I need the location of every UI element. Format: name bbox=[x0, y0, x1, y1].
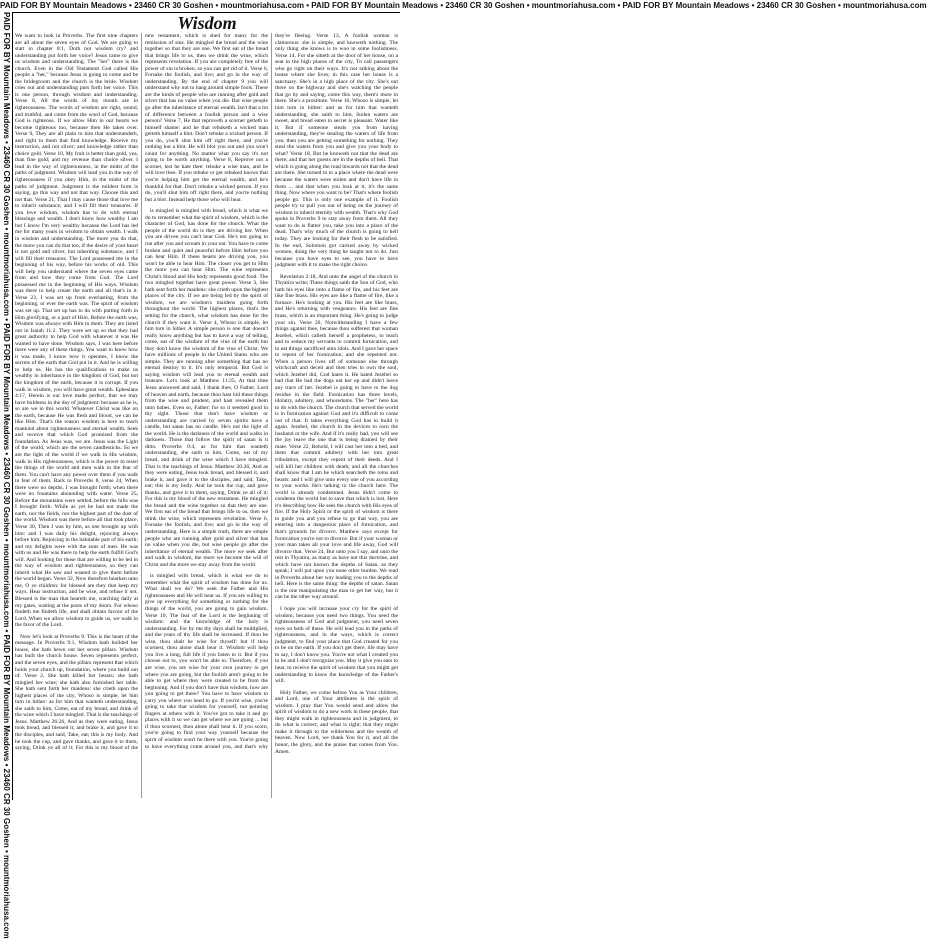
sponsor-border-top: PAID FOR BY Mountain Meadows • 23460 CR 30 Goshen • mountmoriahusa.com • PAID FOR BY Mountain Meadows • 23460 CR 30 Goshen • mountmoriahusa.com • PAID FOR BY Mountain Meadows • 23460 CR 30 Goshen • mountmoriahusa.com bbox=[0, 1, 927, 10]
left-rule bbox=[12, 12, 13, 800]
paragraph: We want to look in Proverbs. The first nine chapters are all about the seven eyes of God. We are going to start in chapter 8:1, Doth not wisdom cry? and understanding put forth her voice? Jesus came to give us wisdom and understanding. The "her" there is the church. Even in the Old Testament God called His people a "her," because Jesus is going to come and be the bridegroom and the church is the bride. Wisdom cries out and understanding puts forth her voice. This is one person, through wisdom and understanding. Verse 8, All the words of my mouth are in righteousness. The words of wisdom are right, sound, and truthful, and come from the word of God, because God is righteous. If we allow Him in our hearts we become righteous too, because then He takes over. Verse 9, They are all plain to him that understandeth, and right to them that find knowledge. Receive my instruction, and not silver; and knowledge rather than choice gold. Verse 10, My fruit is better than gold, yea, than fine gold; and my revenue than choice silver. I lead in the way of righteousness, in the midst of the paths of judgment. Wisdom will lead you in the way of righteousness if you obey Him, in the midst of the paths of judgment. Judgment is the mildest form is saying, go this way and not that way. Choose this and not that. Verse 21, That I may cause those that love me to inherit substance; and I will fill their treasures. If you love wisdom, wisdom has to do with eternal blessings and wealth. I don't know how wealthy I am but I know I'm very wealthy because the Lord has led me for many years in wisdom to obtain wealth. I walk in wisdom and understanding. The more you do that, the more you can do that too, if the desire of your heart is not gold and silver, but inheriting substance, and I will fill their treasures. The Lord possessed me in the beginning of his way, before his works of old. This will help you understand where the seven eyes came from and how they come from God. The Lord possessed me in the beginning of His ways. Wisdom was there to help create the earth and all that's in it. Verse 23, I was set up from everlasting, from the beginning, or ever the earth was. The spirit of wisdom was set up. That set up has to do with putting forth in Him glorifying, or a part of Him. Before the earth was, Wisdom was always with Him in them. They are listed out in Isaiah 11:2. They were set up so that they had great authority to help God with whatever it was He wanted to have done. Wisdom says, I was here before there were any of these things. You want to know how it was made, I know how it operates, I know the secrets of the earth that God put in it. And he is willing to help us. He has the qualifications to make us wealthy in inheritance in the kingdom of God, but not the kingdom of the earth, because it is corrupt. If you walk in wisdom, you will have great wealth. Ephesians 4:17, Herein is our love made perfect, that we may have boldness in the day of judgment: because as he is, so are we in this world. Whatever Christ was like on the earth, because He was flesh and blood, we can be like Him. That's the reason wisdom is here to teach mankind about righteousness and eternal wealth. Seek and receive that which God promised from the foundation. As Jesus was, we are. Jesus was the Light of the world, which are the seven candlesticks. So we are the light of the world if we walk in His wisdom, walk in His righteousness, which is the power to resist the things of the world and men walk in the fear of them. You can't have any power over them if you walk in fear of them. Back to Proverbs 8, verse 24, When there were no depths, I was brought forth; when there were no fountains abounding with water. Verse 25, Before the mountains were settled, before the hills was I brought forth: While as yet he had not made the earth, nor the fields, nor the highest part of the dust of the world. Wisdom was there before all that took place. Verse 30, Then I was by him, as one brought up with him: and I was daily his delight, rejoicing always before him; Rejoicing in the habitable part of his earth; and my delights were with the sons of men. He was with us and He was there to help the earth fulfill God's will. And looking for those that are willing to be led in the way of wisdom and righteousness, so they can inherit what He saw and wanted to give them before the world began. Verse 32, Now therefore hearken unto me, O ye children: for blessed are they that keep my ways. Hear instruction, and be wise, and refuse it not. Blessed is the man that heareth me, watching daily at my gates, waiting at the posts of my doors. For whoso findeth me findeth life, and shall obtain favour of the Lord. When we allow wisdom to guide us, we walk in the favor of the Lord. bbox=[15, 33, 138, 629]
paragraph: Now let's look at Proverbs 9. This is the heart of the message. In Proverbs 9:1, Wisdom hath builded her house, she hath hewn out her seven pillars. Wisdom has built the church house. Seven represents perfect, and the seven eyes, and the pillars represent that which holds your church up, foundation, where you build out of. Verse 2, She hath killed her beasts; she hath mingled her wine; she hath also furnished her table. She hath sent forth her maidens: she crieth upon the highest places of the city, Whoso is simple, let him turn in hither: as for him that wanteth understanding, she saith to him, Come, eat of my bread, and drink of the wine which I have mingled. That is the teachings of Jesus. Matthew 26:26, And as they were eating, Jesus took bread, and blessed it, and brake it, and gave it to the disciples, and said, Take, eat; this is my body. And he took the cup, and gave thanks, and gave it to them, saying, Drink ye all of it; For this is my blood of the new testament, which is shed for many for the remission of sins. He mingled the bread and the wine together so that they are one. We first eat of the bread that brings life to us, then we drink the wine, which represents revelation. If you are completely free of the power of sin is broken, so you can get rid of it. Verse 6, Forsake the foolish, and live; and go in the way of understanding. By the end of chapter 9 you will understand why not to hang around simple fools. These are the kinds of people who are running after gold and silver that has no value when you die. But wise people go after the inheritance of eternal wealth. Isn't that a lot of difference between a foolish person and a wise person? Verse 7, He that reproveth a scorner getteth to himself shame: and he that rebuketh a wicked man getteth himself a blot. Don't rebuke a wicked person. If you do, you'll shut him off right there, and you're nothing but a blot. He will blot you out and you won't count for anything. No matter what you say it's not going to be worth anything. Verse 8, Reprove not a scorner, lest he hate thee: rebuke a wise man, and he will love thee. If you rebuke or get rebuked knows that you're helping him get the eternal wealth, and he's thankful for that. Don't rebuke a wicked person. If you do, you'll shut him off right there, and you're nothing but a blot. Instead help those who will hear. bbox=[15, 33, 268, 752]
paragraph: is mingled with bread, which is what we do to remember what the spirit of wisdom has done for us. What shall we do? We seek the Father and His righteousness and He will hear us. If you are willing to give up everything for something or nothing for the things of the world, you are going to gain wisdom. Verse 10, The fear of the Lord is the beginning of wisdom: and the knowledge of the holy is understanding. For by me thy days shall be multiplied, and the years of thy life shall be increased. If thou be wise, thou shalt be wise for thyself: but if thou scornest, thou alone shalt bear it. Wisdom will help you live a long, full life if you listen to it. But if you choose not to, you won't be able to. Therefore, if you are wise, you are wise for your own journey to get where you are going, but the foolish aren't going to be able to get where they were created to be from the beginning. And if you don't have that wisdom, how are you going to get there? You have to have wisdom to carry you where you need to go. If you're wise, you're going to take that wisdom for yourself, not pointing fingers at others with it. You've got to take it and go places with it so we can get where we are going ... but if thou scornest, thou alone shall bear it. If you scorn, you're going to find your way yourself because the spirit of wisdom won't be there with you. You're going to have everything come around you, and that's why they're fleeing. Verse 13, A foolish woman is clamorous: she is simple, and knoweth nothing. The only thing she knows is to woo in some foolishness. Verse 14, For she sitteth at the door of her house, on a seat in the high places of the city, To call passengers who go right on their ways. It's not talking about the house where she lives; in this case her house is a sanctuary. She's in a high place of the city. She's out there on the highway and she's watching the people that go by and saying, come this way, there's more in there. She's a prostitute. Verse 16, Whoso is simple, let him turn in hither: and as for him that wanteth understanding, she saith to him, Stolen waters are sweet, and bread eaten in secret is pleasant. Water like it, But if someone steals you from having understanding, they're stealing the waters of life from you, then you are getting something for nothing. They steal the waters from you and give you your body to what? Verse 18, But he knoweth not that the dead are there; and that her guests are in the depths of hell. That which is going along the road inwards not that the dead are there. She turned in to a place where the dead were because the waters were stolen and don't have life in them ... and that when you look at it, it's the same thing. Now where you want to be? That's where foolish people go. This is only one example of it. Foolish people try to pull you out of being on the journey of wisdom to inherit eternity with wealth. That's why God spoke in Proverbs 9 to stay away from them. All they want to do is flatter you, take you into a place of the dead. That's why much of the church is going to hell today. They are looking for their flesh to be satisfied. In the end, Solomon got carried away by wicked women, doing the very thing he taught not to do. Just because you have eyes to see, you have to have judgment with it to make the right choice. bbox=[145, 33, 398, 750]
paragraph: I hope you will increase your cry for the spirit of wisdom, because you need two things. You need the righteousness of God and judgment, you need seven eyes on both of these. He will lead you in the paths of righteousness, and in the ways, which is correct judgment, to find your place that God created for you to be on the earth. If you don't get there, life may have to say, I don't know you. You're not what I created you to be and I don't recognize you. May it give you ears to hear, to receive the spirit of wisdom that you might get understanding to know the knowledge of the Father's will. bbox=[275, 606, 398, 685]
page-title: Wisdom bbox=[177, 13, 237, 33]
paragraph: Revelation 2:18, And unto the angel of the church in Thyatira write; These things saith the Son of God, who hath his eyes like unto a flame of fire, and his feet are like fine brass. His eyes are like a flame of fire, like a furnace. He's looking at you. His feet are like brass, and He's returning with vengeance. His feet are fine brass, which is an important thing. He's going to judge your sin. Verse 20, Notwithstanding I have a few things against thee, because thou sufferest that woman Jezebel, which calleth herself a prophetess, to teach and to seduce my servants to commit fornication, and to eat things sacrificed unto idols. And I gave her space to repent of her fornication; and she repented not. When a person lives off of someone else through witchcraft and deceit and then tries to own the soul, which Jezebel did, God hates it. He hated Jezebel so bad that He had the dogs eat her up and didn't leave any trace of her. Jezebel is going to have to the dog residue in the field. Fornication has three levels, idolatry, adultery, and whoredoms. The "her" here has to do with the church. The church that served the world is in fornication against God and it's difficult to come out of that. It takes everything God has to build it again. Jezebel, the church in the devices to own the husband or the wife. And if it's really bad, you will see the joy leave the one that is being drained by their mate. Verse 22, Behold, I will cast her into a bed, and them that commit adultery with her into great tribulation, except they repent of their deeds. And I will kill her children with death; and all the churches shall know that I am he which searcheth the reins and hearts: and I will give unto every one of you according to your works. He's talking to the church here. The world is already condemned. Jesus didn't come to condemn the world but to save that which is lost. Here it's describing how He sees the church with His eyes of fire. If the Holy Spirit or the spirit of wisdom is there to guide you and you refuse to go that way, you are entering into a dangerous place of fornication, and that's grounds for divorce. Matthew says except for fornication you're not to divorce. But if your woman or your man takes all your love and life away, God will divorce that. Verse 24, But unto you I say, and unto the rest in Thyatira, as many as have not this doctrine, and which have not known the depths of Satan, as they speak; I will put upon you none other burden. We read in Proverbs about her way leading you to the depths of hell. Here is the same thing: the depths of satan. Satan is the one manipulating the man to get her way, but it can be the other way around. bbox=[275, 273, 398, 601]
paragraph: is mingled is mingled with bread, which is what we do to remember what the spirit of wisdom, which is the character of God, has done for the church. What the people of the world do is they are driving her. When you are driven you can't hear God. He's not going to run after you and scream in your ear. You have to come broken and quiet and peaceful before Him before you can hear Him. If these beasts are driving you, you won't be able to hear Him. The closer you get to Him the more you can hear Him. The wine represents Christ's blood and His body represents good food. The two mingled together have great power. Verse 3, She hath sent forth her maidens: she crieth upon the highest places of the city. If we are being led by the spirit of wisdom, we are wisdom's maidens going forth throughout the world. The highest places, that's the setting for the church, what wisdom has done for the church if they want it. Verse 4, Whoso is simple, let him turn in hither. A simple person is one that doesn't really know anything but has to have a way of telling, come, eat of the wisdom of the vine of the earth but they don't know the wisdom of the vine of Christ. We have millions of people in the United States who are simple. They are running after something that has no eternal destiny to it. It's only temporal. But God is saying wisdom will lead you to eternal wealth and treasure. Let's look at Matthew 11:25, At that time Jesus answered and said, I thank thee, O Father, Lord of heaven and earth, because thou hast hid these things from the wise and prudent, and hast revealed them unto babes. Even so, Father: for so it seemed good in thy sight. Those that don't have wisdom or understanding are carried by seven spirits have a candle, but satan has no candle. He's not the light of the world. He is the darkness of the world and walks in darkness. Those that follow the spirit of satan is it ditto. Proverbs 9:4, as for him that wanteth understanding, she saith to him, Come, eat of my bread, and drink of the wine which I have mingled. That is the teachings of Jesus. Matthew 26:26, And as they were eating, Jesus took bread, and blessed it, and brake it, and gave it to the disciples, and said, Take, eat; this is my body. And he took the cup, and gave thanks, and gave it to them, saying, Drink ye all of it; For this is my blood of the new testament. He mingled the bread and the wine together so that they are one. We first eat of the bread that brings life to us, then we drink the wine, which represents revelation. Verse 6, Forsake the foolish, and live; and go in the way of understanding. Here is a simple truth, there are simple people who are running after gold and silver that has no value when you die, but wise people go after the inheritance of eternal wealth. The more we seek after and walk in wisdom, the more we become the will of Christ and the more we stay away from the world. bbox=[145, 208, 268, 568]
article-body bbox=[15, 33, 398, 798]
sponsor-border-left-text: PAID FOR BY Mountain Meadows • 23460 CR 30 Goshen • mountmoriahusa.com • PAID FOR BY Mountain Meadows • 23460 CR 30 Goshen • mountmoriahusa.com • PAID FOR BY Mountain Meadows • 23460 CR 30 Goshen • mountmoriahusa.com bbox=[2, 12, 11, 939]
paragraph: Holy Father, we come before You as Your children, and Lord, one of Your attributes is the spirit of wisdom. I pray that You would send and allow the spirit of wisdom to do a new work in these people, that they might walk in righteousness and in judgment, to do what is correct, and what is right; that they might make it through to the wilderness and the wealth of heaven. Now Lord, we thank You for it, and all the honor, the glory, and the praise that comes from You. Amen. bbox=[275, 689, 398, 755]
sponsor-border-left bbox=[0, 12, 12, 939]
